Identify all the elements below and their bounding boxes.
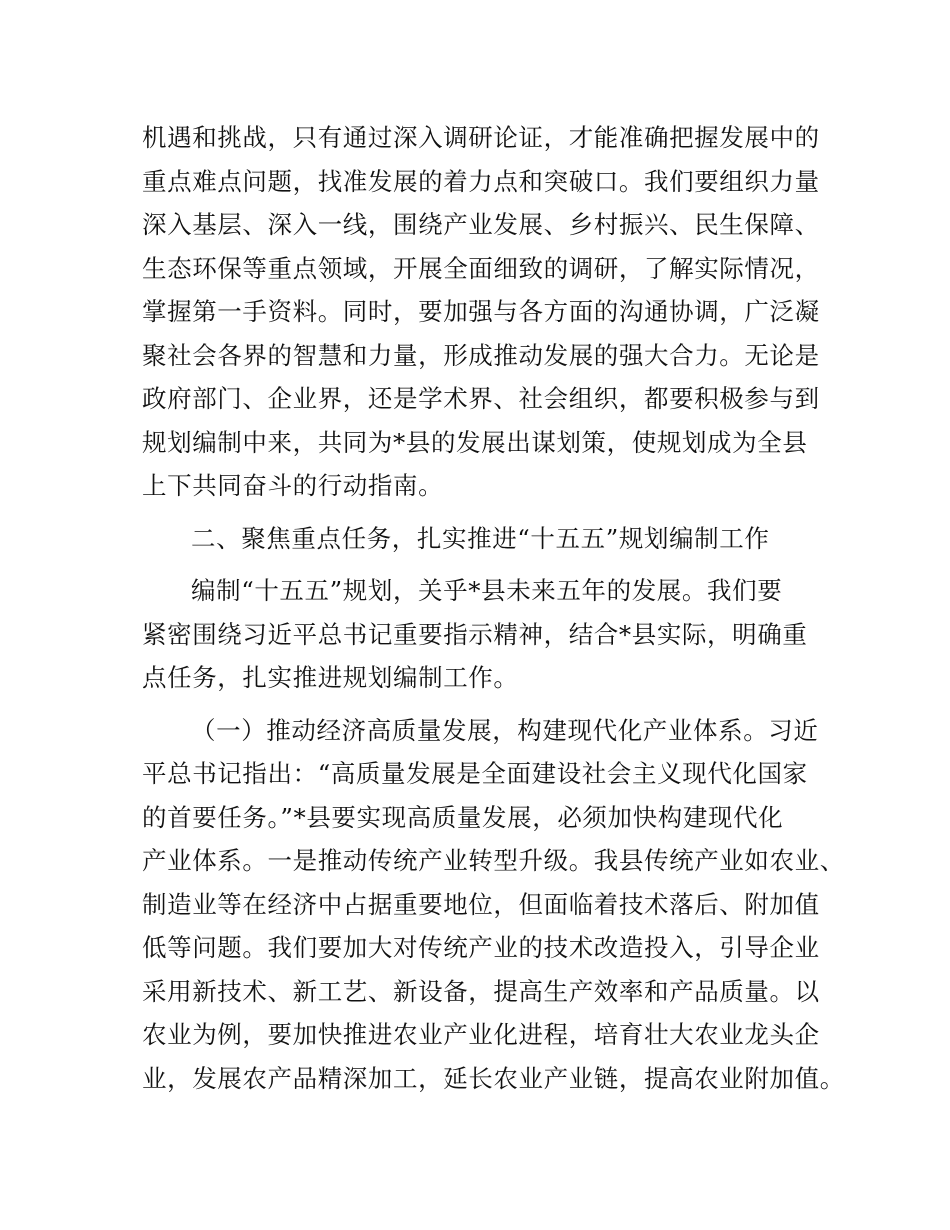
text-line: 深入基层、深入一线，围绕产业发展、乡村振兴、民生保障、 bbox=[142, 210, 820, 239]
text-line: 低等问题。我们要加大对传统产业的技术改造投入，引导企业 bbox=[142, 933, 820, 962]
text-line: 紧密围绕习近平总书记重要指示精神，结合*县实际，明确重 bbox=[142, 619, 808, 649]
text-line: 农业为例，要加快推进农业产业化进程，培育壮大农业龙头企 bbox=[142, 1020, 820, 1049]
text-line: 产业体系。一是推动传统产业转型升级。我县传统产业如农业、 bbox=[142, 846, 845, 875]
text-line: 平总书记指出：“高质量发展是全面建设社会主义现代化国家 bbox=[142, 759, 808, 788]
paragraph-continued bbox=[142, 116, 822, 508]
text-line: 规划编制中来，共同为*县的发展出谋划策，使规划成为全县 bbox=[142, 427, 808, 457]
document-body bbox=[142, 116, 845, 1100]
text-line: 制造业等在经济中占据重要地位，但面临着技术落后、附加值 bbox=[142, 889, 820, 919]
text-line: 生态环保等重点领域，开展全面细致的调研，了解实际情况， bbox=[142, 253, 820, 283]
paragraph-spacer bbox=[142, 508, 822, 517]
text-line: 上下共同奋斗的行动指南。 bbox=[142, 471, 444, 500]
text-line: 编制“十五五”规划，关乎*县未来五年的发展。我们要 bbox=[191, 576, 783, 605]
text-line: 掌握第一手资料。同时，要加强与各方面的沟通协调，广泛凝 bbox=[142, 297, 820, 326]
paragraph-spacer bbox=[142, 560, 822, 569]
text-line: （一）推动经济高质量发展，构建现代化产业体系。习近 bbox=[191, 715, 819, 745]
paragraph-subsection-1 bbox=[142, 709, 845, 1101]
text-line: 重点难点问题，找准发展的着力点和突破口。我们要组织力量 bbox=[142, 166, 820, 196]
paragraph-intro bbox=[142, 569, 822, 700]
text-line: 政府部门、企业界，还是学术界、社会组织，都要积极参与到 bbox=[142, 384, 820, 413]
text-line: 采用新技术、新工艺、新设备，提高生产效率和产品质量。以 bbox=[142, 976, 820, 1006]
section-heading: 二、聚焦重点任务，扎实推进“十五五”规划编制工作 bbox=[191, 523, 770, 553]
text-line: 机遇和挑战，只有通过深入调研论证，才能准确把握发展中的 bbox=[142, 123, 820, 152]
text-line: 的首要任务。”*县要实现高质量发展，必须加快构建现代化 bbox=[142, 802, 784, 832]
paragraph-spacer bbox=[142, 700, 822, 709]
text-line: 点任务，扎实推进规划编制工作。 bbox=[142, 663, 519, 692]
text-line: 业，发展农产品精深加工，延长农业产业链，提高农业附加值。 bbox=[142, 1063, 845, 1093]
text-line: 聚社会各界的智慧和力量，形成推动发展的强大合力。无论是 bbox=[142, 340, 820, 370]
